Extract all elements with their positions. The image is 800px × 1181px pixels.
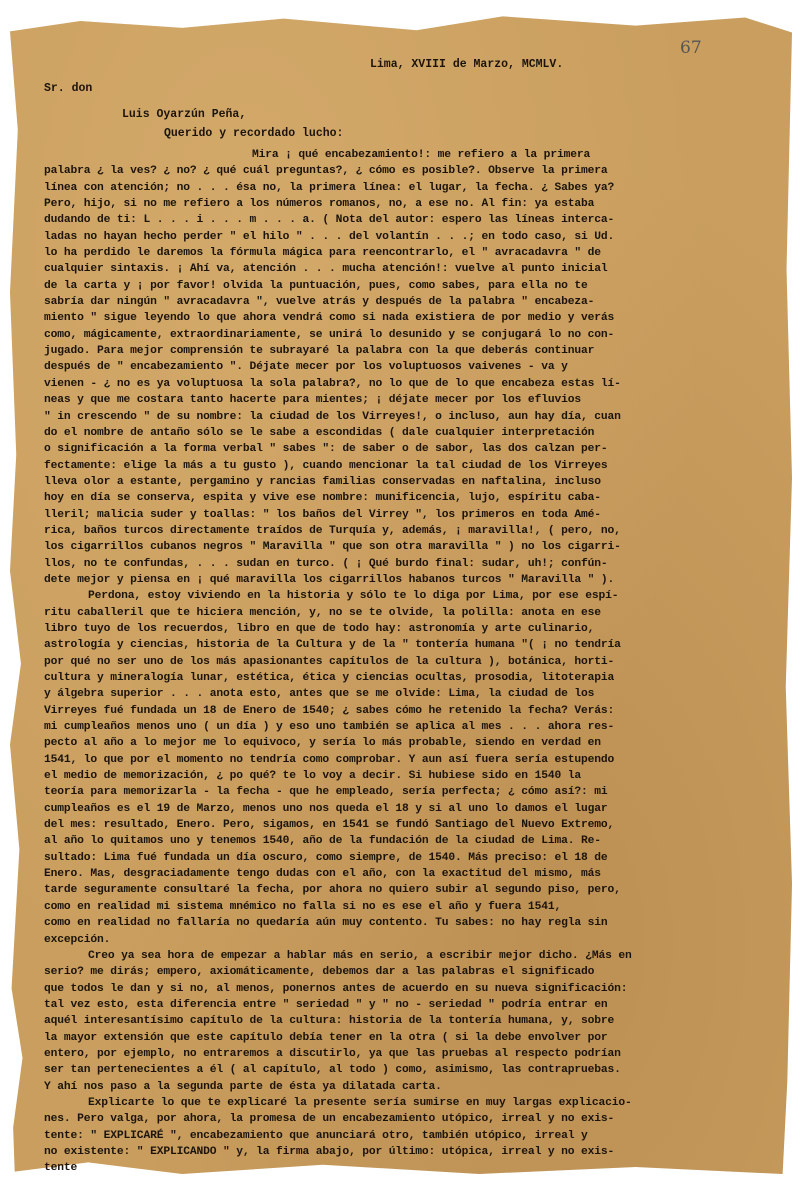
letter-line: cualquier sintaxis. ¡ Ahí va, atención . . . mucha atención!: vuelve al punto inicial — [44, 263, 608, 276]
letter-line: tal vez esto, esta diferencia entre " seriedad " y " no - seriedad " podría entrar en — [44, 998, 608, 1011]
letter-line: aquél interesantísimo capítulo de la cultura: historia de la tontería humana, y, sobre — [44, 1015, 615, 1028]
letter-line: neas y que me costara tanto hacerte para mientes; ¡ déjate mecer por los efluvios — [44, 394, 581, 407]
letter-line: al año lo quitamos uno y tenemos 1540, año de la fundación de la ciudad de Lima. Re- — [44, 835, 601, 848]
letter-line: del mes: resultado, Enero. Pero, sigamos, en 1541 se fundó Santiago del Nuevo Extremo, — [44, 819, 615, 832]
letter-line: libro tuyo de los recuerdos, libro en que de todo hay: astronomía y arte culinario, — [44, 622, 595, 635]
letter-line: jugado. Para mejor comprensión te subrayaré la palabra con la que deberás continuar — [44, 345, 595, 358]
letter-line: cultura y mineralogía lunar, estética, ética y ciencias ocultas, prosodia, litoterapia — [44, 672, 615, 684]
letter-line: de la carta y ¡ por favor! olvida la puntuación, pues, como sabes, para ella no te — [44, 279, 588, 292]
letter-line: mi cumpleaños menos uno ( un día ) y eso uno también se aplica al mes . . . ahora res- — [44, 721, 615, 734]
letter-line: do el nombre de antaño sólo se le sabe a escondidas ( dale cualquier interpretación — [44, 426, 595, 439]
letter-line: Virreyes fué fundada un 18 de Enero de 1540; ¿ sabes cómo he retenido la fecha? Verás: — [44, 704, 615, 717]
letter-line: por qué no ser uno de los más apasionantes capítulos de la cultura ), botánica, horti- — [44, 655, 615, 668]
letter-paragraph — [44, 948, 756, 1095]
letter-line: como, mágicamente, extraordinariamente, se unirá lo desunido y se conjugará lo no con- — [44, 328, 615, 341]
letter-body — [44, 147, 756, 1177]
letter-line: nes. Pero valga, por ahora, la promesa de un encabezamiento utópico, irreal y no exis- — [44, 1113, 615, 1126]
letter-line: lo ha perdido le daremos la fórmula mágica para reencontrarlo, el " avracadavra " de — [44, 247, 601, 260]
letter-line: cumpleaños es el 19 de Marzo, menos uno nos queda el 18 y si al uno lo damos el lugar — [44, 802, 608, 815]
letter-line: que todos le dan y si no, al menos, ponernos antes de acuerdo en su nueva significación: — [44, 982, 628, 995]
letter-line: ladas no hayan hecho perder " el hilo " . . . del volantín . . .; en todo caso, si Ud. — [44, 230, 615, 243]
letter-line: hoy en día se conserva, espita y vive ese nombre: munificencia, lujo, espíritu caba- — [44, 492, 601, 505]
letter-line: excepción. — [44, 933, 111, 946]
letter-line: tente — [44, 1162, 78, 1175]
letter-line: como en realidad no fallaría no quedaría aún muy contento. Tu sabes: no hay regla sin — [44, 917, 608, 930]
letter-line: Pero, hijo, si no me refiero a los números romanos, no, a ese no. Al fin: ya estaba — [44, 198, 595, 211]
letter-line: entero, por ejemplo, no entraremos a discutirlo, ya que las pruebas al respecto podrían — [44, 1047, 621, 1060]
letter-line: y álgebra superior . . . anota esto, antes que se me olvide: Lima, la ciudad de los — [44, 688, 595, 701]
letter-line: los cigarrillos cubanos negros " Maravilla " que son otra maravilla " ) no los cigarri- — [44, 541, 621, 554]
letter-line: el medio de memorización, ¿ po qué? te lo voy a decir. Si hubiese sido en 1540 la — [44, 770, 581, 783]
letter-line: como en realidad mi sistema mnémico no falla si no es ese el año y fuera 1541, — [44, 900, 562, 913]
letter-line: o significación a la forma verbal " sabes ": de saber o de sabor, las dos calzan per- — [44, 443, 608, 456]
letter-line: miento " sigue leyendo lo que ahora vendrá como si nada existiera de por medio y verás — [44, 312, 615, 325]
letter-line: dete mejor y piensa en ¡ qué maravilla los cigarrillos habanos turcos " Maravilla " ). — [44, 573, 615, 586]
letter-line: astrología y ciencias, historia de la Cultura y de la " tontería humana "( ¡ no tendría — [44, 639, 621, 652]
page-number: 67 — [680, 38, 702, 58]
salutation-greeting: Querido y recordado lucho: — [164, 127, 344, 140]
letter-line: fectamente: elige la más a tu gusto ), cuando mencionar la tal ciudad de los Virreyes — [44, 459, 608, 472]
letter-line: Perdona, estoy viviendo en la historia y sólo te lo diga por Lima, por ese espí- — [88, 590, 619, 603]
letter-line: sabría dar ningún " avracadavra ", vuelve atrás y después de la palabra " encabeza- — [44, 296, 595, 309]
letter-line: serio? me dirás; empero, axiomáticamente, debemos dar a las palabras el significado — [44, 966, 595, 979]
letter-line: teoría para memorizarla - la fecha - que he empleado, sería perfecta; ¿ cómo así?: mi — [44, 786, 608, 799]
letter-line: palabra ¿ la ves? ¿ no? ¿ qué cuál preguntas?, ¿ cómo es posible?. Observe la primera — [44, 165, 608, 178]
letter-paragraph — [44, 147, 756, 588]
date-line: Lima, XVIII de Marzo, MCMLV. — [370, 58, 564, 71]
salutation-name: Luis Oyarzún Peña, — [122, 108, 247, 121]
letter-line: llos, no te confundas, . . . sudan en turco. ( ¡ Qué burdo final: sudar, uh!; confún- — [44, 557, 608, 570]
letter-paragraph — [44, 1095, 756, 1177]
letter-line: Explicarte lo que te explicaré la presente sería sumirse en muy largas explicacio- — [88, 1096, 632, 1109]
letter-line: línea con atención; no . . . ésa no, la primera línea: el lugar, la fecha. ¿ Sabes ya? — [44, 181, 615, 194]
letter-line: vienen - ¿ no es ya voluptuosa la sola palabra?, no lo que de lo que encabeza estas lí- — [44, 377, 621, 390]
letter-line: Enero. Mas, desgraciadamente tengo dudas con el año, con la exactitud del mismo, más — [44, 868, 601, 881]
letter-line: tarde seguramente consultaré la fecha, por ahora no quiero subir al segundo piso, pero, — [44, 884, 621, 897]
letter-line: Y ahí nos paso a la segunda parte de ésta ya dilatada carta. — [44, 1080, 442, 1093]
letter-line: no existente: " EXPLICANDO " y, la firma abajo, por último: utópica, irreal y no exis- — [44, 1145, 615, 1158]
letter-line: lleril; malicia suder y toallas: " los baños del Virrey ", los primeros en toda Amé- — [44, 508, 601, 521]
letter-line: sultado: Lima fué fundada un día oscuro, como siempre, de 1540. Más preciso: el 18 de — [44, 851, 608, 864]
letter-line: 1541, lo que por el momento no tendría como comprobar. Y aun así fuera sería estupendo — [44, 753, 615, 766]
letter-line: pecto al año a lo mejor me lo equivoco, y sería lo más probable, siendo en verdad en — [44, 737, 601, 750]
letter-line: tente: " EXPLICARÉ ", encabezamiento que anunciará otro, también utópico, irreal y — [44, 1129, 588, 1142]
letter-line: lleva olor a estante, pergamino y rancias familias conservadas en naftalina, incluso — [44, 475, 601, 488]
letter-line: " in crescendo " de su nombre: la ciudad de los Virreyes!, o incluso, aun hay día, cuan — [44, 410, 621, 423]
letter-line: Creo ya sea hora de empezar a hablar más en serio, a escribir mejor dicho. ¿Más en — [88, 949, 632, 962]
letter-line: rica, baños turcos directamente traídos de Turquía y, además, ¡ maravilla!, ( pero, no, — [44, 524, 621, 537]
letter-line: la mayor extensión que este capítulo debía tener en la otra ( si la debe envolver por — [44, 1031, 608, 1044]
salutation-to: Sr. don — [44, 82, 93, 95]
letter-paragraph — [44, 588, 756, 948]
letter-line: Mira ¡ qué encabezamiento!: me refiero a la primera — [252, 149, 591, 161]
letter-line: ser tan pertenecientes a él ( al capítulo, al todo ) como, asimismo, las contrapruebas. — [44, 1064, 621, 1077]
letter-line: ritu caballeril que te hiciera mención, y, no se te olvide, la polilla: anota en ese — [44, 606, 601, 619]
letter-line: dudando de ti: L . . . i . . . m . . . a. ( Nota del autor: espero las líneas interca- — [44, 214, 615, 227]
letter-line: después de " encabezamiento ". Déjate mecer por los voluptuosos vaivenes - va y — [44, 361, 568, 374]
